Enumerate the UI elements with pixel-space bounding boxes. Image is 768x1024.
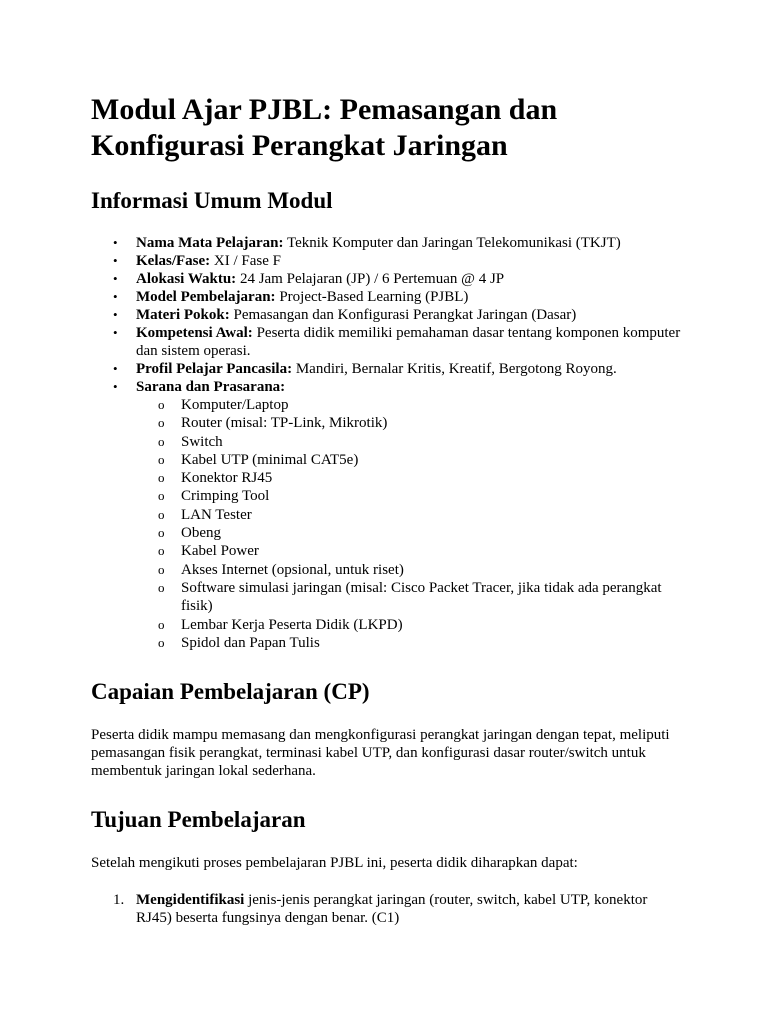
- info-item-materi: [91, 306, 681, 324]
- sarana-text: Komputer/Laptop: [181, 397, 289, 413]
- sarana-text: Software simulasi jaringan (misal: Cisco Packet Tracer, jika tidak ada perangkat fisik): [181, 579, 662, 615]
- sarana-text: Router (misal: TP-Link, Mikrotik): [181, 415, 388, 432]
- info-item-sarana: [91, 378, 681, 652]
- sarana-text: Kabel Power: [181, 543, 259, 560]
- sarana-item: [136, 451, 681, 469]
- goals-list: [91, 891, 681, 927]
- info-item-profil: [91, 360, 681, 378]
- sub-bullet-icon: o: [158, 561, 165, 577]
- sub-bullet-icon: o: [158, 525, 165, 541]
- info-label: Profil Pelajar Pancasila:: [136, 361, 293, 377]
- info-value: Mandiri, Bernalar Kritis, Kreatif, Bergotong Royong.: [292, 361, 617, 377]
- sarana-item: [136, 542, 681, 560]
- info-value: Peserta didik memiliki pemahaman dasar tentang komponen komputer dan sistem operasi.: [136, 325, 681, 359]
- bullet-icon: •: [113, 235, 118, 250]
- info-label: Nama Mata Pelajaran:: [136, 235, 284, 251]
- sub-bullet-icon: o: [158, 488, 165, 504]
- sarana-text: LAN Tester: [181, 506, 252, 523]
- info-label: Kompetensi Awal:: [136, 325, 253, 341]
- info-item-kompetensi: [91, 324, 681, 360]
- info-value: XI / Fase F: [210, 253, 281, 269]
- info-label: Model Pembelajaran:: [136, 289, 276, 305]
- sarana-item: [136, 414, 681, 432]
- info-item-kelas: [91, 252, 681, 270]
- goal-number: 1.: [113, 892, 125, 909]
- sub-bullet-icon: o: [158, 415, 165, 431]
- sarana-item: [136, 616, 681, 634]
- sarana-item: [136, 487, 681, 505]
- info-list: [91, 234, 681, 652]
- document-page: [91, 92, 681, 927]
- tujuan-intro-text: Setelah mengikuti proses pembelajaran PJBL ini, peserta didik diharapkan dapat:: [91, 855, 578, 872]
- sarana-item: [136, 506, 681, 524]
- info-label: Materi Pokok:: [136, 307, 230, 323]
- sub-bullet-icon: o: [158, 451, 165, 467]
- sarana-text: Kabel UTP (minimal CAT5e): [181, 451, 359, 468]
- sarana-item: [136, 634, 681, 652]
- sarana-item: [136, 579, 681, 616]
- sub-bullet-icon: o: [158, 579, 165, 595]
- bullet-icon: •: [113, 307, 118, 322]
- sarana-text: Spidol dan Papan Tulis: [181, 634, 320, 651]
- bullet-icon: •: [113, 253, 118, 268]
- sarana-item: [136, 396, 681, 414]
- info-label: Sarana dan Prasarana:: [136, 379, 286, 395]
- sarana-list: [136, 396, 681, 652]
- bullet-icon: •: [113, 271, 118, 286]
- sarana-item: [136, 469, 681, 487]
- goal-keyword: Mengidentifikasi: [136, 892, 245, 909]
- goal-text: jenis-jenis perangkat jaringan (router, switch, kabel UTP, konektor RJ45) beserta fungsinya dengan benar. (C1): [136, 892, 648, 927]
- info-label: Alokasi Waktu:: [136, 271, 237, 287]
- heading-capaian-pembelajaran: Capaian Pembelajaran (CP): [91, 679, 370, 705]
- sarana-text: Obeng: [181, 525, 221, 542]
- info-label: Kelas/Fase:: [136, 253, 211, 269]
- info-item-alokasi-waktu: [91, 270, 681, 288]
- bullet-icon: •: [113, 379, 118, 394]
- heading-tujuan-pembelajaran: Tujuan Pembelajaran: [91, 807, 306, 833]
- goal-item: [91, 891, 681, 927]
- sub-bullet-icon: o: [158, 543, 165, 559]
- sarana-item: [136, 524, 681, 542]
- info-value: 24 Jam Pelajaran (JP) / 6 Pertemuan @ 4 JP: [236, 271, 505, 287]
- capaian-pembelajaran-text: Peserta didik mampu memasang dan mengkonfigurasi perangkat jaringan dengan tepat, meliputi pemasangan fisik perangkat, terminasi kabel UTP, dan konfigurasi dasar router/switch untuk membentuk jaringan lokal sederhana.: [91, 727, 670, 780]
- sarana-text: Lembar Kerja Peserta Didik (LKPD): [181, 616, 403, 633]
- sub-bullet-icon: o: [158, 433, 165, 449]
- sarana-text: Switch: [181, 433, 223, 450]
- bullet-icon: •: [113, 325, 118, 340]
- sub-bullet-icon: o: [158, 470, 165, 486]
- bullet-icon: •: [113, 361, 118, 376]
- bullet-icon: •: [113, 289, 118, 304]
- heading-informasi-umum: Informasi Umum Modul: [91, 188, 333, 213]
- info-value: Project-Based Learning (PJBL): [275, 289, 469, 305]
- document-title: Modul Ajar PJBL: Pemasangan dan Konfigurasi Perangkat Jaringan: [91, 93, 558, 162]
- sub-bullet-icon: o: [158, 397, 165, 412]
- info-value: Teknik Komputer dan Jaringan Telekomunikasi (TKJT): [283, 235, 621, 251]
- sarana-item: [136, 561, 681, 579]
- sarana-text: Konektor RJ45: [181, 470, 273, 487]
- sub-bullet-icon: o: [158, 616, 165, 632]
- info-item-mata-pelajaran: [91, 234, 681, 252]
- sarana-text: Crimping Tool: [181, 488, 270, 505]
- sarana-item: [136, 433, 681, 451]
- info-value: Pemasangan dan Konfigurasi Perangkat Jaringan (Dasar): [229, 307, 577, 323]
- sub-bullet-icon: o: [158, 634, 165, 650]
- info-item-model: [91, 288, 681, 306]
- sub-bullet-icon: o: [158, 506, 165, 522]
- sarana-text: Akses Internet (opsional, untuk riset): [181, 561, 404, 578]
